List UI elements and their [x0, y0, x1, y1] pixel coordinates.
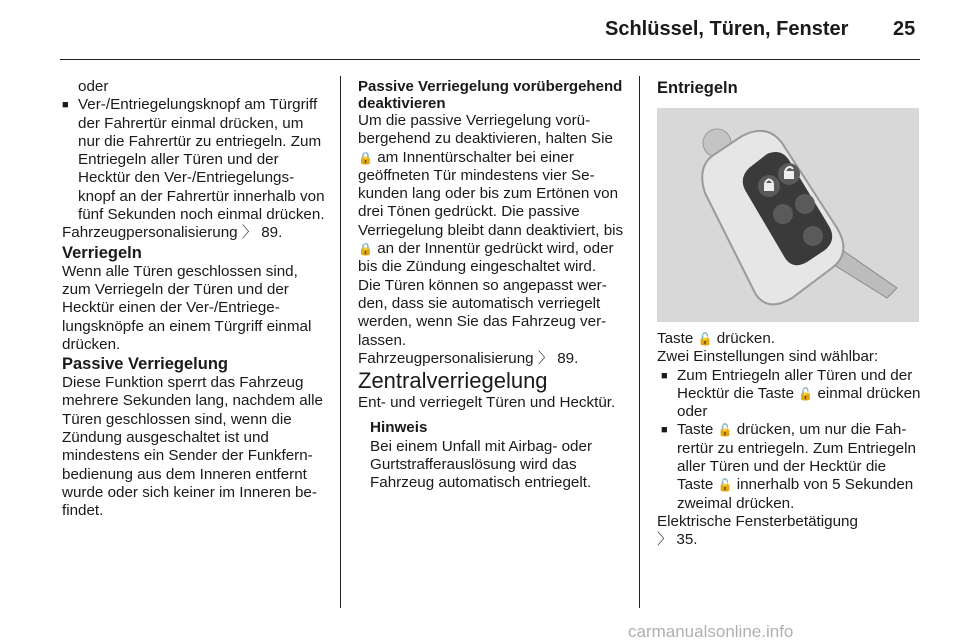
- column-2: [358, 78, 626, 493]
- watermark: carmanualsonline.info: [628, 622, 794, 641]
- section-heading-entriegeln: Entriegeln: [657, 79, 738, 97]
- cross-reference: Elektrische Fensterbetätigung: [657, 512, 858, 530]
- text-run: an der Innentür gedrückt wird, oder bis die Zündung eingeschaltet wird.: [358, 240, 614, 276]
- column-3: [657, 78, 923, 550]
- subheading-deactivate: Passive Verriegelung vorübergehend deaktivieren: [358, 78, 623, 112]
- paragraph: Diese Funktion sperrt das Fahrzeug mehrere Sekunden lang, nachdem alle Türen geschlossen sind, wenn die Zündung ausgeschaltet ist und mindestens ein Sender der Funkfernbedienung aus dem Inneren entfernt wurde oder sich keiner im Inneren befindet.: [62, 374, 323, 520]
- note-text: Bei einem Unfall mit Airbag- oder Gurtstrafferauslösung wird das Fahrzeug automatisch entriegelt.: [370, 437, 593, 492]
- key-fob-icon: [657, 108, 919, 322]
- note-box: [358, 419, 626, 492]
- text-run: Um die passive Verriegelung vorübergehend zu deaktivieren, halten Sie: [358, 112, 613, 148]
- paragraph: [657, 330, 923, 348]
- text-run: innerhalb von 5 Sekunden zweimal drücken.: [677, 476, 914, 512]
- section-heading-zentralverriegelung: Zentralverriegelung: [358, 368, 548, 394]
- list-item: [661, 421, 923, 512]
- lock-icon: 🔒: [358, 242, 373, 257]
- section-heading-verriegeln: Verriegeln: [62, 243, 142, 262]
- unlock-icon: 🔓: [717, 423, 733, 438]
- text-run: Zum Entriegeln aller Türen und der Hecktür die Taste: [677, 366, 913, 402]
- key-fob-illustration: [657, 108, 919, 322]
- paragraph: Die Türen können so angepasst werden, dass sie automatisch verriegelt werden, wenn Sie das Fahrzeug verlassen.: [358, 276, 607, 349]
- header-rule: [60, 59, 920, 60]
- unlock-icon: 🔓: [798, 386, 814, 401]
- column-1: [62, 78, 326, 521]
- text-run: drücken.: [716, 330, 775, 347]
- section-heading-passive: Passive Verriegelung: [62, 355, 229, 374]
- oder-text: oder: [78, 78, 109, 95]
- list-item: [661, 367, 923, 404]
- text-run: Taste: [657, 330, 694, 347]
- cross-reference-page: 〉 35.: [657, 531, 698, 549]
- cross-reference: Fahrzeugpersonalisierung 〉 89.: [62, 224, 283, 242]
- oder-text: oder: [677, 403, 708, 421]
- unlock-icon: 🔓: [717, 478, 733, 493]
- running-header-title: Schlüssel, Türen, Fenster: [605, 18, 849, 40]
- page-number: 25: [893, 18, 916, 40]
- paragraph: Zwei Einstellungen sind wählbar:: [657, 348, 879, 366]
- paragraph: Ent- und verriegelt Türen und Hecktür.: [358, 394, 616, 412]
- text-run: Taste: [677, 421, 714, 439]
- paragraph: Wenn alle Türen geschlossen sind, zum Verriegeln der Türen und der Hecktür einen der Ver-/Entriegelungsknöpfe an einem Türgriff einmal drücken.: [62, 262, 312, 353]
- cross-reference: Fahrzeugpersonalisierung 〉 89.: [358, 349, 579, 367]
- text-run: am Innentürschalter bei einer geöffneten Tür mindestens vier Sekunden lang oder bis zum Ertönen von drei Tönen gedrückt. Die passive Verriegelung bleibt dann deaktiviert, bis: [358, 148, 624, 239]
- list-item: ■ Ver-/Entriegelungsknopf am Türgriff der Fahrertür einmal drücken, um nur die Fahrertür zu entriegeln. Zum Entriegeln aller Türen und der Hecktür den Ver-/Entriegelungsknopf an der Fahrertür innerhalb von fünf Sekunden noch einmal drücken.: [62, 96, 326, 224]
- note-title: Hinweis: [370, 419, 428, 437]
- text-run: drücken, um nur die Fahrertür zu entriegeln. Zum Entriegeln aller Türen und der Hecktür die Taste: [677, 421, 916, 494]
- column-divider-1: [340, 76, 341, 608]
- paragraph: [358, 112, 626, 277]
- column-divider-2: [639, 76, 640, 608]
- lock-icon: 🔒: [358, 150, 373, 165]
- text-run: einmal drücken: [817, 384, 921, 402]
- unlock-icon: 🔓: [697, 332, 713, 346]
